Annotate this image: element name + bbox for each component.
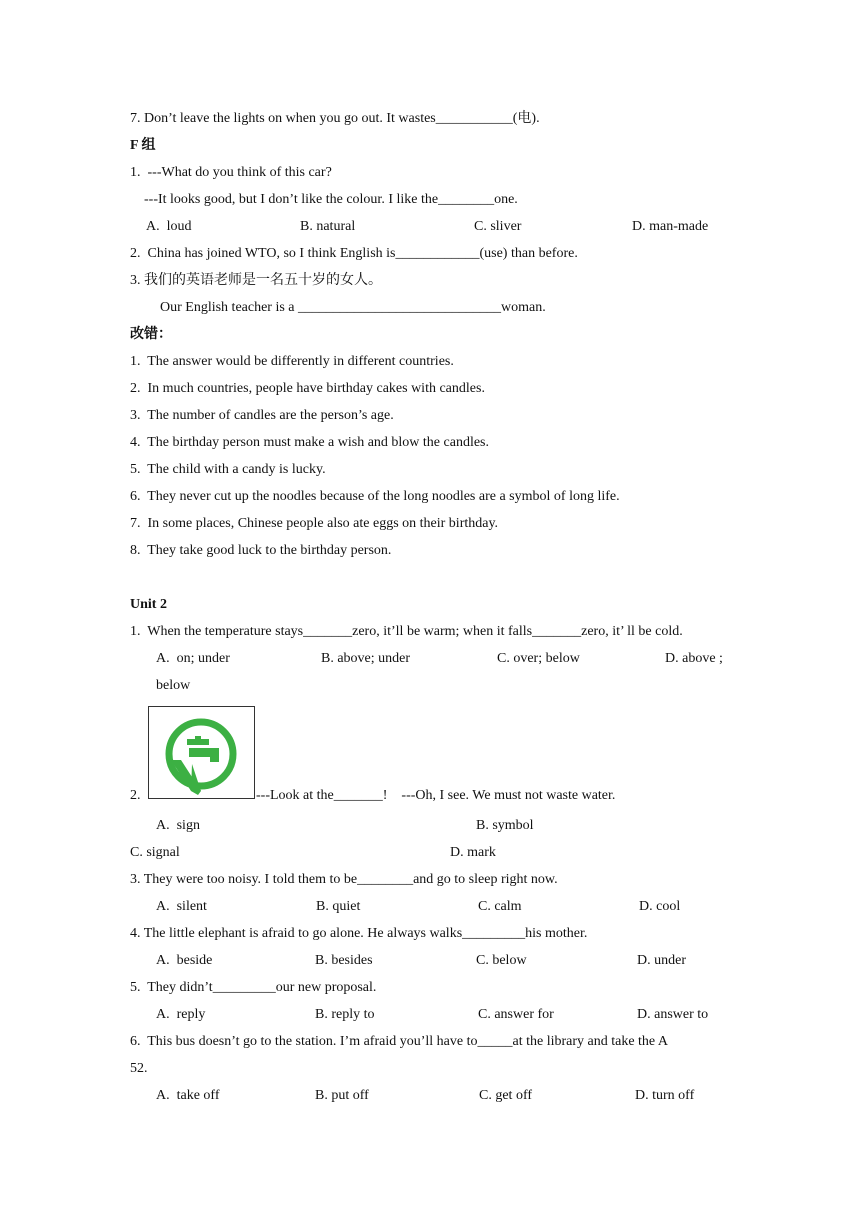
option-d: D. cool [639, 899, 681, 914]
water-tap-sign-icon [149, 707, 254, 798]
option-b: B. put off [315, 1088, 369, 1103]
option-c: C. sliver [474, 219, 522, 234]
option-c: C. answer for [478, 1007, 554, 1022]
option-b: B. besides [315, 953, 373, 968]
unit-2-heading: Unit 2 [130, 597, 167, 612]
option-d-continued: below [156, 678, 191, 693]
unit2-question-2: ---Look at the_______! ---Oh, I see. We must not waste water. [256, 788, 616, 803]
option-a: A. take off [156, 1088, 220, 1103]
correction-item-8: 8. They take good luck to the birthday person. [130, 543, 392, 558]
question-1-reply: ---It looks good, but I don’t like the colour. I like the________one. [144, 192, 518, 207]
option-d: D. mark [450, 845, 496, 860]
option-b: B. natural [300, 219, 356, 234]
question-1-car: 1. ---What do you think of this car? [130, 165, 332, 180]
option-a: A. reply [156, 1007, 206, 1022]
correction-item-4: 4. The birthday person must make a wish and blow the candles. [130, 435, 489, 450]
option-d: D. turn off [635, 1088, 695, 1103]
option-c: C. get off [479, 1088, 533, 1103]
unit2-question-6: 6. This bus doesn’t go to the station. I’m afraid you’ll have to_____at the library and take the A [130, 1034, 668, 1049]
option-d: D. above ; [665, 651, 723, 666]
option-b: B. quiet [316, 899, 361, 914]
correction-item-3: 3. The number of candles are the person’s age. [130, 408, 394, 423]
correction-heading: 改错： [130, 327, 172, 342]
correction-item-7: 7. In some places, Chinese people also ate eggs on their birthday. [130, 516, 499, 531]
option-c: C. calm [478, 899, 522, 914]
section-f-heading: F 组 [130, 138, 156, 153]
correction-item-1: 1. The answer would be differently in different countries. [130, 354, 454, 369]
option-d: D. man-made [632, 219, 709, 234]
option-b: B. above; under [321, 651, 411, 666]
question-7-electricity: 7. Don’t leave the lights on when you go out. It wastes___________(电). [130, 111, 540, 126]
correction-item-5: 5. The child with a candy is lucky. [130, 462, 326, 477]
water-saving-sign-image [148, 706, 255, 799]
question-3-chinese: 3. 我们的英语老师是一名五十岁的女人。 [130, 273, 382, 288]
option-a: A. silent [156, 899, 207, 914]
unit2-question-5: 5. They didn’t_________our new proposal. [130, 980, 377, 995]
option-c: C. below [476, 953, 527, 968]
unit2-question-2-number: 2. [130, 788, 141, 803]
unit2-question-3: 3. They were too noisy. I told them to be________and go to sleep right now. [130, 872, 558, 887]
question-2-wto: 2. China has joined WTO, so I think English is____________(use) than before. [130, 246, 578, 261]
correction-item-2: 2. In much countries, people have birthday cakes with candles. [130, 381, 485, 396]
option-a: A. loud [146, 219, 192, 234]
option-b: B. symbol [476, 818, 534, 833]
option-b: B. reply to [315, 1007, 375, 1022]
unit2-question-6-continued: 52. [130, 1061, 148, 1076]
unit2-question-4: 4. The little elephant is afraid to go alone. He always walks_________his mother. [130, 926, 588, 941]
option-c: C. signal [130, 845, 180, 860]
option-d: D. under [637, 953, 686, 968]
unit2-question-1: 1. When the temperature stays_______zero, it’ll be warm; when it falls_______zero, it’ ll be cold. [130, 624, 683, 639]
option-a: A. on; under [156, 651, 230, 666]
option-d: D. answer to [637, 1007, 709, 1022]
question-3-english: Our English teacher is a _____________________________woman. [160, 300, 546, 315]
option-a: A. sign [156, 818, 200, 833]
correction-item-6: 6. They never cut up the noodles because of the long noodles are a symbol of long life. [130, 489, 620, 504]
option-a: A. beside [156, 953, 213, 968]
option-c: C. over; below [497, 651, 580, 666]
